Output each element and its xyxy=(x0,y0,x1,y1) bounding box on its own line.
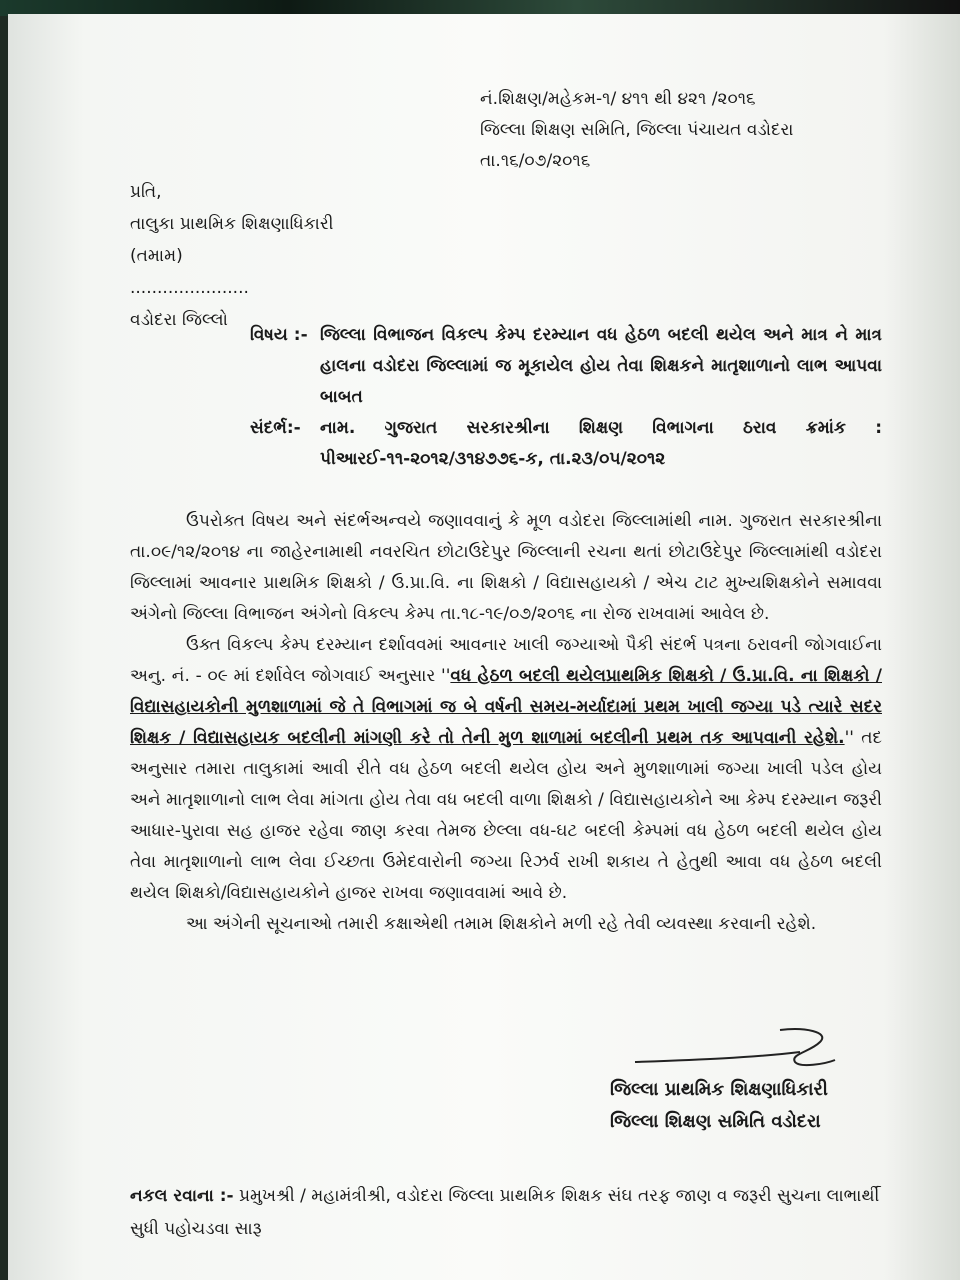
recipient-prefix: પ્રતિ, xyxy=(130,182,162,202)
copy-to-block xyxy=(130,1180,890,1246)
signatory-designation: જિલ્લા પ્રાથમિક શિક્ષણાધિકારી xyxy=(610,1079,828,1100)
recipient-designation: તાલુકા પ્રાથમિક શિક્ષણાધિકારી xyxy=(130,214,334,234)
quoted-provision: વધ હેઠળ બદલી થયેલપ્રાથમિક શિક્ષકો / ઉ.પ્રા.વિ. ના શિક્ષકો / વિદ્યાસહાયકોની મુળશાળામાં જે તે વિભાગમાં જ બે વર્ષની સમય-મર્યાદામાં પ્રથમ ખાલી જગ્યા પડે ત્યારે સદર શિક્ષક / વિદ્યાસહાયક બદલીની માંગણી કરે તો તેની મુળ શાળામાં બદલીની પ્રથમ તક આપવાની રહેશે. xyxy=(130,666,882,748)
body-paragraph-1: ઉપરોક્ત વિષય અને સંદર્ભઅન્વયે જણાવવાનું કે મૂળ વડોદરા જિલ્લામાંથી નામ. ગુજરાત સરકારશ્રીના તા.૦૯/૧૨/૨૦૧૪ ના જાહેરનામાથી નવરચિત છોટાઉદેપુર જિલ્લાની રચના થતાં છોટાઉદેપુર જિલ્લામાંથી વડોદરા જિલ્લામાં આવનાર પ્રાથમિક શિક્ષકો / ઉ.પ્રા.વિ. ના શિક્ષકો / વિદ્યાસહાયકો / એચ ટાટ મુખ્યશિક્ષકોને સમાવવા અંગેનો જિલ્લા વિભાજન અંગેનો વિકલ્પ કેમ્પ તા.૧૮-૧૯/૦૭/૨૦૧૬ ના રોજ રાખવામાં આવેલ છે. xyxy=(130,511,882,624)
signature-block xyxy=(610,1024,880,1138)
para2-intro: ઉક્ત વિકલ્પ કેમ્પ દરમ્યાન દર્શાવવમાં આવનાર ખાલી જગ્યાઓ પૈકી સંદર્ભ પત્રના ઠરાવની જોગવાઈના અનુ. નં. - ૦૯ માં દર્શાવેલ જોગવાઈ અનુસાર '' xyxy=(130,635,882,686)
recipient-blank: ...................... xyxy=(130,278,249,298)
para2-rest: '' તદ અનુસાર તમારા તાલુકામાં આવી રીતે વધ હેઠળ બદલી થયેલ હોય અને મુળશાળામાં જગ્યા ખાલી પડેલ હોય અને માતૃશાળાનો લાભ લેવા માંગતા હોય તેવા વધ બદલી વાળા શિક્ષકો / વિદ્યાસહાયકોને આ કેમ્પ દરમ્યાન જરૂરી આધાર-પુરાવા સહ હાજર રહેવા જાણ કરવા તેમજ છેલ્લા વધ-ઘટ બદલી કેમ્પમાં વધ હેઠળ બદલી થયેલ હોય તેવા માતૃશાળાનો લાભ લેવા ઈચ્છતા ઉમેદવારોની જગ્યા રિઝર્વ રાખી શકાય તે હેતુથી આવા વધ હેઠળ બદલી થયેલ શિક્ષકો/વિદ્યાસહાયકોને હાજર રાખવા જણાવવામાં આવે છે. xyxy=(130,728,882,903)
issuing-office: જિલ્લા શિક્ષણ સમિતિ, જિલ્લા પંચાયત વડોદરા xyxy=(480,120,794,140)
subject-text: જિલ્લા વિભાજન વિકલ્પ કેમ્પ દરમ્યાન વધ હેઠળ બદલી થયેલ અને માત્ર ને માત્ર હાલના વડોદરા જિલ્લામાં જ મૂકાયેલ હોય તેવા શિક્ષકને માતૃશાળાનો લાભ આપવા બાબત xyxy=(320,325,882,407)
copy-to-text: પ્રમુખશ્રી / મહામંત્રીશ્રી, વડોદરા જિલ્લા પ્રાથમિક શિક્ષક સંઘ તરફ જાણ વ જરૂરી સુચના લાભાર્થી સુધી પહોચડવા સારૂ xyxy=(130,1186,880,1239)
reference-number: નં.શિક્ષણ/મહેકમ-૧/ ૪૧૧ થી ૪૨૧ /૨૦૧૬ xyxy=(480,89,756,109)
copy-to-label: નકલ રવાના :- xyxy=(130,1186,234,1206)
recipient-district: વડોદરા જિલ્લો xyxy=(130,310,228,330)
recipient-block xyxy=(130,176,334,336)
subject-label: વિષય :- xyxy=(250,325,308,345)
body-paragraph-2 xyxy=(130,630,882,909)
recipient-scope: (તમામ) xyxy=(130,246,183,266)
subject-block xyxy=(250,320,882,475)
letter-body xyxy=(130,506,882,940)
reference-text: નામ. ગુજરાત સરકારશ્રીના શિક્ષણ વિભાગના ઠરાવ ક્રમાંક : પીઆરઈ-૧૧-૨૦૧૨/૩૧૪૭૭૬-ક, તા.૨૩/૦૫/૨૦૧૨ xyxy=(320,418,882,469)
reference-label: સંદર્ભ:- xyxy=(250,418,301,438)
body-paragraph-3: આ અંગેની સૂચનાઓ તમારી કક્ષાએથી તમામ શિક્ષકોને મળી રહે તેવી વ્યવસ્થા કરવાની રહેશે. xyxy=(186,914,817,934)
letter-date: તા.૧૬/૦૭/૨૦૧૬ xyxy=(480,151,591,171)
signatory-office: જિલ્લા શિક્ષણ સમિતિ વડોદરા xyxy=(610,1111,821,1132)
letter-header xyxy=(480,84,793,177)
